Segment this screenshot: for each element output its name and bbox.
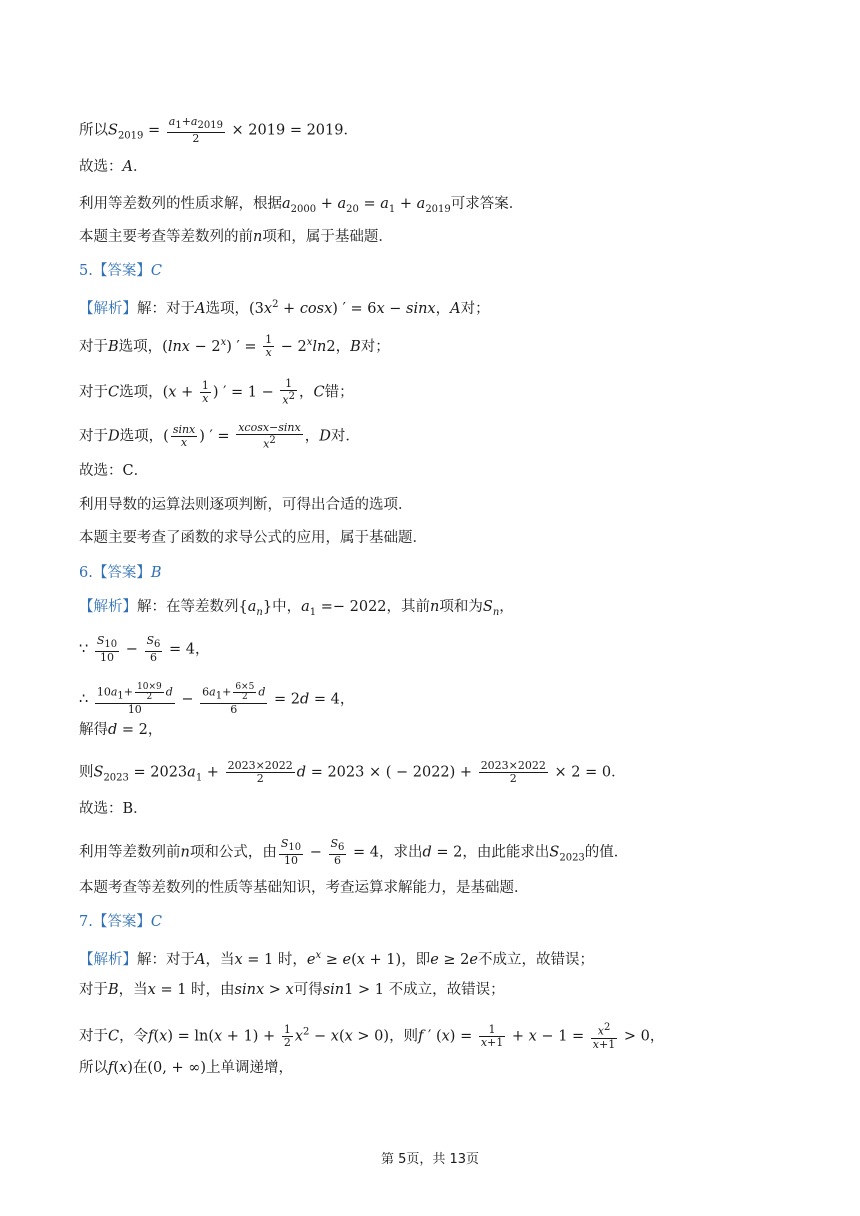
text-line: 对于C，令f(x) = ln(x + 1) + $\frac{1}{2}$ $x^2 - x(x > 0)$，则f ′ (x) = $\frac{1}{x+1}$ + x − 1 = $\frac{x^2}{x+1}$ > 0， [79, 1022, 665, 1051]
text-line: 【解析】解：对于A选项，$(3x^2 + \cos x)$ ′ = 6x − sinx，A对； [79, 299, 490, 317]
text-line: 利用导数的运算法则逐项判断，可得出合适的选项． [79, 497, 413, 513]
text-line: 【解析】解：在等差数列$\{a_n\}$中，$a_1 =- 2022$，其前n项和为$S_n$， [79, 599, 514, 618]
text-line: 利用等差数列的性质求解，根据$a_{2000} + a_{20} = a_1 + a_{2019}$可求答案． [79, 196, 524, 215]
text-line: 对于C选项，(x + $\frac{1}{x}$ ) ′ = 1 − $\frac{1}{x^2}$ ，C错； [79, 377, 354, 407]
analysis-tag: 【解析】 [79, 599, 137, 615]
text-line: 对于B选项，$(\ln x - 2^x)$ ′ = $\frac{1}{x}$ − $2^x\ln 2$，B对； [79, 333, 390, 360]
answer-tag: 【答案】 [92, 914, 151, 930]
analysis-tag: 【解析】 [79, 951, 137, 968]
text-line: 所以$S_{2019}$ = $\frac{a_1+a_{2019}}{2}$ × 2019 = 2019． [79, 115, 358, 146]
text-line: 故选：C． [79, 463, 149, 479]
answer-choice: B [150, 565, 162, 581]
text-line: 故选：B． [79, 801, 148, 817]
page-footer: 第 5页，共 13页 [380, 1152, 480, 1167]
text-line: 则$S_{2023} = 2023a_1$ + $\frac{2023\times 2022}{2}$ d = 2023 × ( − 2022) + $\frac{2023\times 2022}{2}$ × 2 = 0． [79, 759, 626, 785]
text-line: 本题主要考查了函数的求导公式的应用，属于基础题． [79, 530, 427, 546]
answer-choice: C [150, 263, 162, 279]
answer-choice: C [150, 914, 162, 930]
text-line: 本题主要考查等差数列的前n项和，属于基础题． [79, 229, 393, 245]
question-number: 6. [79, 565, 93, 581]
answer-tag: 【答案】 [92, 263, 151, 279]
question-number: 7. [79, 914, 93, 930]
answer-tag: 【答案】 [92, 565, 151, 581]
text-line: 解得d = 2， [79, 722, 163, 738]
text-line: 所以f(x)在(0, + ∞)上单调递增， [79, 1060, 293, 1076]
text-line: 对于B，当x = 1 时，由sinx > x可得sin1 > 1 不成立，故错误； [79, 982, 505, 998]
analysis-tag: 【解析】 [79, 300, 137, 317]
text-line: ∴ $10a_1+$ $\frac{10\times 9}{2}$ d 10 − $6a_1+$ $\frac{6\times 5}{2}$ d 6 = 2d = 4， [79, 682, 355, 716]
text-line: 【解析】解：对于A，当x = 1 时，$e^x \ge e(x + 1)$，即e ≥ 2e不成立，故错误； [79, 950, 594, 968]
text-line: 本题考查等差数列的性质等基础知识，考查运算求解能力，是基础题． [79, 880, 529, 896]
answer-heading [79, 261, 162, 281]
text-line: 利用等差数列前n项和公式，由 $\frac{S_{10}}{10}$ − $\frac{S_6}{6}$ = 4，求出d = 2，由此能求出$S_{2023}$的值． [79, 837, 629, 868]
text-line: 故选：A． [79, 159, 148, 175]
text-line: 对于D选项，( $\frac{\sin x}{x}$ ) ′ = $\frac{xcosx-\sin x}{x^2}$ ，D对． [79, 421, 360, 451]
answer-heading [79, 563, 162, 583]
text-line: ∵ $\frac{S_{10}}{10}$ − $\frac{S_6}{6}$ = 4， [79, 634, 210, 665]
answer-heading [79, 912, 162, 932]
question-number: 5. [79, 263, 93, 279]
